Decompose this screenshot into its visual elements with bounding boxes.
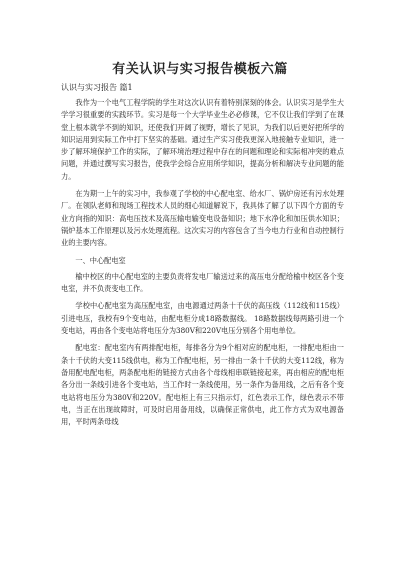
paragraph: 学校中心配电室为高压配电室，由电源通过两条十千伏的高压线（112线和115线）引进电压，我校有9个变电站，由配电柜分成18路数据线。 18路数据线每两路引进一个变电站，再由各个变电站将电压分为380V和220V电压分别各个用电单位。: [61, 301, 344, 336]
document-title: 有关认识与实习报告模板六篇: [112, 62, 288, 77]
document-subtitle: 认识与实习报告 篇1: [61, 83, 133, 92]
document-body: [61, 97, 344, 433]
paragraph: 配电室：配电室内有两排配电柜，每排各分为9个相对应的配电柜，一排配电柜由一条十千伏的大变115线供电，称为工作配电柜，另一排由一条十千伏的大变112线，称为备用配电配电柜，两条配电柜的链接方式由各个母线相串联链接起来，再由相应的配电柜各分出一条线引进各个变电站，当工作时一条线使用，另一条作为备用线，之后有各个变电站将电压分为380V和220V。配电柜上有三只指示灯，红色表示工作，绿色表示不带电，当正在出现故障时，可及时启用备用线，以确保正常供电，此工作方式为双电源备用，平时两条母线: [61, 343, 344, 427]
paragraph: 榆中校区的中心配电室的主要负责将发电厂输送过来的高压电分配给榆中校区各个变电室，并不负责变电工作。: [61, 271, 344, 294]
paragraph: 我作为一个电气工程学院的学生对这次认识有着特别深刻的体会。认识实习是学生大学学习很重要的实践环节。实习是每一个大学毕业生必必修课，它不仅让我们学到了在课堂上根本就学不到的知识，还使我们开阔了视野，增长了见识，为我们以后更好把所学的知识运用到实际工作中打下坚实的基础。通过生产实习使我更深入地接触专业知识，进一步了解环境保护工作的实际，了解环境治理过程中存在的问题和理论和实际相冲突的难点问题，并通过撰写实习报告，使我学会综合应用所学知识，提高分析和解决专业问题的能力。: [61, 98, 344, 181]
section-heading: 一、中心配电室: [75, 255, 126, 265]
paragraph: 在为期一上午的实习中，我参观了学校的中心配电室、给水厂、锅炉房还有污水处理厂。在领队老师和现场工程技术人员的细心知道解说下，我具体了解了以下四个方面的专业方向指的知识：高电压技术及高压输电输变电设备知识；地下水净化和加压供水知识；锅炉基本工作原理以及污水处理流程。这次实习的内容包含了当今电力行业和自动控制行业的主要内容。: [61, 189, 344, 248]
